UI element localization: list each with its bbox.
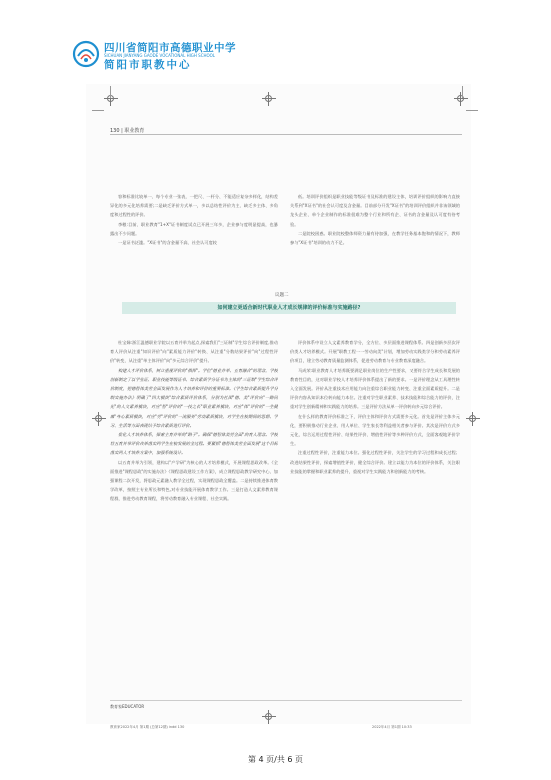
paragraph: 优化人才培养体系，探索主育并举的"路子"。确保"德智体美劳全面"的育人理念。学校将五育并举评价改革落实到学生在校发展的全过程。要紧抓"德智体美劳全面发展"这个目标落实到人才培养方案中，加强系统设计。 — [110, 432, 278, 456]
crop-mark — [466, 110, 478, 111]
school-name-en: SICHUAN JIANYANG GAODE VOCATIONAL HIGH SCHOOL — [104, 53, 216, 58]
paragraph: 构建人才评价体系，树立重视评价的"指挥"。学位"德业并举、五育融合"的理念，学校创新制定了以学业证、职业技能等级证书、综合素质学分证书为主体的"三证制"学生综合评价制度，把德智体美劳全面发展作为人才培养和评价的重要标准。《学生综合素质提升学分制实施办法》明确了"四大模块"综合素质评价体系，分别为社团"德、美"评价向"一路同光"的人文素养模块，对应"智"评价的"一技之长"职业素养模块，对应"体"评价的"一生健康"身心素质模块，对应"劳"评价的"一流服务"劳动素质模块，对学生在校期间的思想、学习、生活等方面表现给予综合素质进行评价。 — [110, 367, 278, 428]
journal-footer-logo: 教育家EDUCATOR — [110, 704, 145, 709]
crop-mark — [462, 86, 463, 98]
paragraph: 李粮:目前、职业教育"1+X"证书制度试点已开展三年多，企业参与度明显提高，也暴露出不少问题。 — [110, 221, 278, 236]
paragraph: 低。培训评价组织是职业技能等级证书及标准的建设主体，培训评价组织的影响力直接关系到"X证书"的社会认可度及含金量。目前部分开发"X证书"的培训评价组织并非该领域的龙头企业、单个企业制作的标准很难为整个行业和所有企、证书的含金量及认可度有待考验。 — [290, 194, 460, 227]
text-column-top-right — [290, 192, 460, 247]
section-title: 如何建立更适合新时代职业人才成长规律的评价标准与实施路径? — [217, 305, 361, 311]
paragraph: 二是院校困惑。职业院校整体师资力量有待加强，在教学任务基本饱和的情况下，教师参与"X证书"培训的动力不足。 — [290, 230, 460, 246]
section-banner — [122, 302, 456, 314]
registration-mark-icon — [104, 92, 118, 106]
school-emblem-icon — [72, 40, 100, 68]
text-column-body-left — [110, 338, 278, 694]
registration-mark-icon — [262, 710, 276, 724]
paragraph: 注重过程性评价，注重能力本位。强化过程性评价，关注学生的学习过程和成长过程；改进结果性评价，探索增值性评价，健全综合评价。建立以能力为本位的评价体系，关注职业技能的掌握和职业素养的提升，重视对学生实践能力和创新能力的考核。 — [290, 450, 460, 474]
registration-mark-icon — [466, 412, 480, 426]
school-logo — [72, 36, 242, 70]
paragraph: 容和标准比较单一、每个专业一张表，一把尺、一杆分、不能适应复杂多样化，结构差异化的多元化培养需要;二是缺乏评价方式单一，多以总结性评价为主、缺乏多主体、多角度和过程性的评价。 — [110, 194, 278, 218]
registration-mark-icon — [92, 412, 106, 426]
paragraph: 在什么样的教育评价标准之下，评价主体和评价方式需要多元化。首先是评价主体多元化，要积极推动行业企业、用人单位、学生家长等利益相关者参与评价。其次是评价方式多元化，综合运用过程性评价、结果性评价、增值性评价等多种评价方式，全面客观地评价学生。 — [290, 413, 460, 447]
paragraph: 杜宝娣:浙江温德职业学院以五育并举为起点,探索我们"三证制"学生综合评价制度,推动育人评价从注重"知识评价"向"素质能力评价"转换、从注重"分数结果评价"向"过程性评价"转变、从注重"单主体评价"向"多元综合评价"提升。 — [110, 340, 278, 364]
print-imprint-left: 教育家2022年4月 第1期 (总第12期) indd 130 — [110, 725, 185, 729]
text-column-body-right — [290, 338, 460, 694]
paragraph: 马成荣:职业教育人才培养既要满足职业岗位的生产性要求，又要符合学生成长和发展的教育性目的，这对职业学校人才培养评价体系提出了新的要求。一是评价理念从工具理性转入全面发展。评价从注重技术应用能力向注重综合职业能力转变、注重全面素质提升。二是评价内容从知识本位转向能力本位。注重对学生职业素养、技术技能和综合能力的评价，注重对学生创新精神和实践能力的培养。三是评价方法从单一评价转向多元综合评价。 — [290, 367, 460, 410]
paragraph: 评价体系中设立人文素养教育学分，全方位、多层面推进课程体系。四是创新多层次评价类人才培养模式。开展"职教工程一一劳动向美"计划，增加劳动实践类学分和劳动素养评价项目，建立劳动教育质量监测体系，促进劳动教育与专业教育深度融合。 — [290, 340, 460, 364]
crop-mark — [110, 86, 111, 98]
section-tag: 议题二 — [275, 293, 289, 298]
text-column-top-left — [110, 192, 278, 247]
footer-divider — [110, 700, 462, 701]
paragraph: 以五育并举为引领，建构以"产学研"为核心的人才培养模式，开展课程思政改革。《全面推进"课程思政"的实施办法》《课程思政建设工作方案》，成立课程思政教学研究中心、加强课程二次开发，将思政元素融入教学全过程，实现课程思政全覆盖。二是持续推进体育教学改革，按照主专业所长和特色,对专业技能开展体育教学工作。三是打造人文素养教育课程群，推进劳动教育课程，将劳动教育融入专业课程、社会实践。 — [110, 459, 278, 502]
page-header: 130 | 职业教育 — [110, 128, 145, 134]
page-indicator: 第 4 页/共 6 页 — [247, 755, 304, 764]
registration-mark-icon — [454, 92, 468, 106]
school-subtitle: 简阳市职教中心 — [104, 59, 192, 71]
header-divider — [110, 134, 462, 135]
print-imprint-right: 2022年4月 第1期 10:33 — [372, 725, 412, 729]
registration-mark-icon — [262, 92, 276, 106]
crop-mark — [92, 110, 104, 111]
school-name: 四川省简阳市高德职业中学 — [104, 42, 236, 54]
paragraph: 一是证书泛滥。"X证书"的含金量不高、社会认可度较 — [118, 240, 217, 246]
